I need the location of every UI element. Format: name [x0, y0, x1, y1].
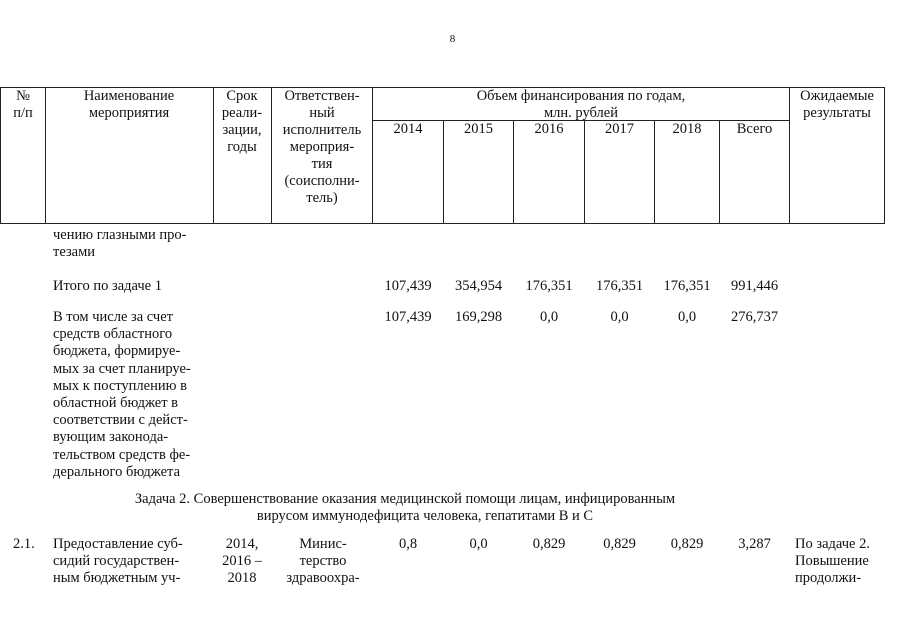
row-2-1-value-all: 3,287	[738, 536, 771, 552]
text-line: мых за счет планируе-	[53, 360, 191, 377]
row-2-1-value-2017: 0,829	[603, 536, 636, 552]
text-line: мых к поступлению в	[53, 377, 187, 394]
text-line: сидий государствен-	[53, 553, 180, 570]
header-total: Всего	[736, 121, 773, 137]
header-text: млн. рублей	[544, 105, 618, 121]
text-line: терство	[299, 553, 347, 570]
header-col-number	[2, 88, 44, 122]
text-line: ным бюджетным уч-	[53, 570, 181, 587]
header-text: Ответствен-	[284, 88, 360, 104]
header-text: Объем финансирования по годам,	[476, 88, 686, 104]
text-line: Предоставление суб-	[53, 536, 183, 552]
header-text: Наименование	[83, 88, 175, 104]
text-line: 2014,	[225, 536, 259, 552]
header-text: исполнитель	[282, 122, 362, 138]
row-2-1-executor	[278, 536, 368, 588]
header-year-2017: 2017	[605, 121, 634, 137]
row-2-1-value-2018: 0,829	[670, 536, 704, 552]
text-line: продолжи-	[795, 570, 862, 587]
row-2-1-value-2015: 0,0	[469, 536, 488, 552]
text-line: По задаче 2.	[795, 536, 870, 552]
total-value-2016: 176,351	[525, 278, 573, 294]
text-line: тезами	[53, 244, 96, 261]
text-line: вирусом иммунодефицита человека, гепатитами B и C	[256, 508, 594, 524]
row-2-1-term	[214, 536, 270, 588]
total-value-2014: 107,439	[384, 278, 432, 294]
row-2-1-value-2016: 0,829	[532, 536, 566, 552]
header-text: реали-	[221, 105, 263, 121]
regional-value-2015: 169,298	[454, 309, 503, 325]
carryover-text	[53, 227, 208, 261]
regional-value-all: 276,737	[730, 309, 779, 325]
header-text: мероприя-	[289, 139, 355, 155]
task2-heading	[60, 491, 750, 525]
header-col-term	[214, 88, 270, 156]
text-line: соответствии с дейст-	[53, 412, 188, 429]
regional-value-2016: 0,0	[539, 309, 559, 325]
header-text: зации,	[222, 122, 262, 138]
total-value-2015: 354,954	[454, 278, 503, 294]
text-line: здравоохра-	[286, 570, 360, 587]
header-text: результаты	[803, 105, 871, 121]
header-text: тия	[311, 156, 333, 172]
text-line: 2018	[227, 570, 257, 587]
text-line: средств областного	[53, 326, 173, 343]
regional-value-2014: 107,439	[384, 309, 432, 325]
header-text: тель)	[306, 190, 338, 206]
header-text: №	[16, 88, 30, 104]
text-line: вующим законода-	[53, 429, 169, 446]
text-line: 2016 –	[222, 553, 262, 570]
regional-row-label	[53, 309, 208, 481]
text-line: Задача 2. Совершенствование оказания медицинской помощи лицам, инфицированным	[134, 491, 676, 507]
text-line: тельством средств фе-	[53, 446, 191, 463]
row-2-1-number: 2.1.	[13, 536, 35, 552]
row-2-1-results	[795, 536, 890, 588]
text-line: Повышение	[795, 553, 869, 570]
page-number: 8	[449, 33, 456, 45]
total-row-label: Итого по задаче 1	[53, 278, 162, 294]
header-text: ный	[309, 105, 335, 121]
text-line: чению глазными про-	[53, 227, 187, 243]
header-text: Срок	[226, 88, 258, 104]
header-text: (соисполни-	[284, 173, 360, 189]
text-line: областной бюджет в	[53, 395, 179, 412]
header-year-2015: 2015	[464, 121, 493, 137]
text-line: бюджета, формируе-	[53, 343, 181, 360]
header-year-2016: 2016	[534, 121, 564, 137]
header-year-2018: 2018	[672, 121, 702, 137]
regional-value-2018: 0,0	[677, 309, 697, 325]
total-value-all: 991,446	[730, 278, 779, 294]
row-2-1-value-2014: 0,8	[398, 536, 418, 552]
header-text: мероприятия	[88, 105, 170, 121]
total-value-2018: 176,351	[663, 278, 711, 294]
text-line: дерального бюджета	[53, 463, 181, 480]
text-line: Минис-	[299, 536, 347, 552]
header-year-2014: 2014	[393, 121, 423, 137]
header-col-name	[46, 88, 212, 122]
header-text: п/п	[13, 105, 33, 121]
row-2-1-name	[53, 536, 208, 588]
total-value-2017: 176,351	[595, 278, 644, 294]
header-text: Ожидаемые	[800, 88, 874, 104]
regional-value-2017: 0,0	[610, 309, 629, 325]
header-col-funding	[373, 88, 789, 122]
header-col-executor	[272, 88, 372, 207]
header-col-results	[790, 88, 884, 122]
text-line: В том числе за счет	[53, 309, 174, 325]
header-text: годы	[227, 139, 257, 155]
